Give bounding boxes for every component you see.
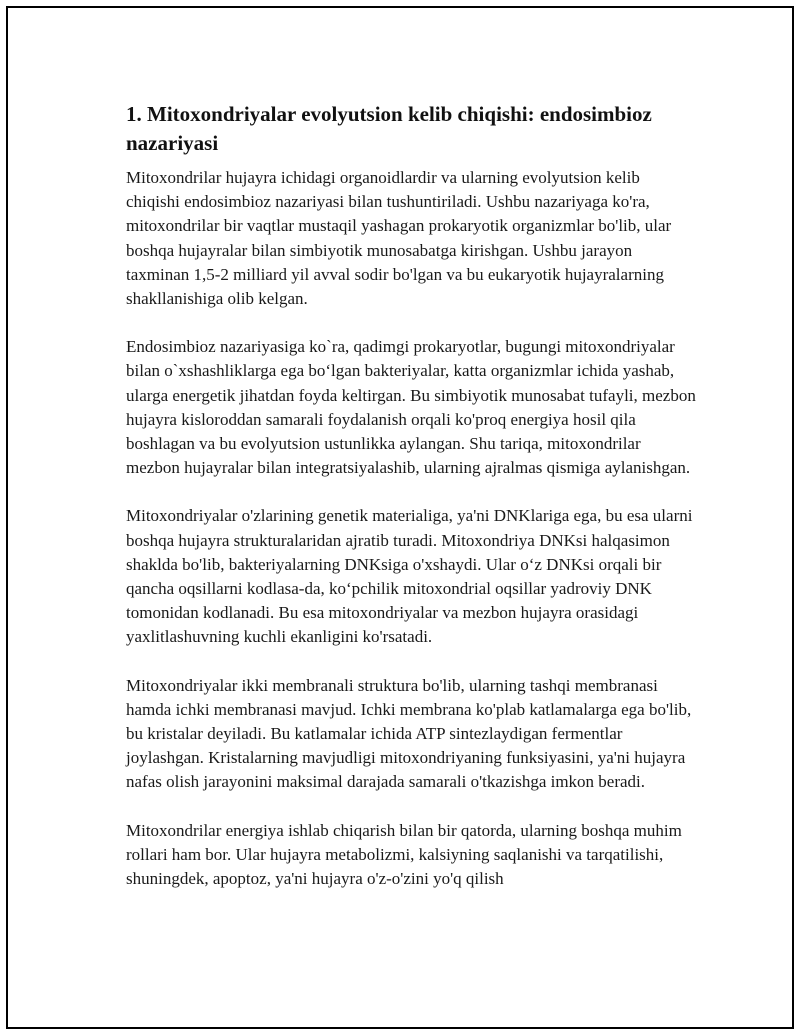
document-body [126, 100, 696, 915]
paragraph-4: Mitoxondriyalar ikki membranali struktura bo'lib, ularning tashqi membranasi hamda ichki membranasi mavjud. Ichki membrana ko'plab katlamalarga ega bo'lib, bu kristalar deyiladi. Bu katlamalar ichida ATP sintezlaydigan fermentlar joylashgan. Kristalarning mavjudligi mitoxondriyaning funksiyasini, ya'ni hujayra nafas olish jarayonini maksimal darajada samarali o'tkazishga imkon beradi. [126, 675, 692, 792]
paragraph-5: Mitoxondrilar energiya ishlab chiqarish bilan bir qatorda, ularning boshqa muhim rollari ham bor. Ular hujayra metabolizmi, kalsiyning saqlanishi va tarqatilishi, shuningdek, apoptoz, ya'ni hujayra o'z-o'zini yo'q qilish [126, 820, 682, 889]
page-frame [6, 6, 794, 1029]
paragraph-3: Mitoxondriyalar o'zlarining genetik materialiga, ya'ni DNKlariga ega, bu esa ularni boshqa hujayra strukturalaridan ajratib turadi. Mitoxondriya DNKsi halqasimon shaklda bo'lib, bakteriyalarning DNKsiga o'xshaydi. Ular o‘z DNKsi orqali bir qancha oqsillarni kodlasa-da, ko‘pchilik mitoxondrial oqsillar yadroviy DNK tomonidan kodlanadi. Bu esa mitoxondriyalar va mezbon hujayra orasidagi yaxlitlashuvning kuchli ekanligini ko'rsatadi. [126, 506, 693, 647]
paragraph-2: Endosimbioz nazariyasiga ko`ra, qadimgi prokaryotlar, bugungi mitoxondriyalar bilan o`xshashliklarga ega bo‘lgan bakteriyalar, katta organizmlar ichida yashab, ularga energetik jihatdan foyda keltirgan. Bu simbiyotik munosabat tufayli, mezbon hujayra kisloroddan samarali foydalanish orqali ko'proq energiya hosil qila boshlagan va bu evolyutsion ustunlikka aylangan. Shu tariqa, mitoxondrilar mezbon hujayralar bilan integratsiyalashib, ularning ajralmas qismiga aylanishgan. [126, 337, 696, 478]
paragraph-1: Mitoxondrilar hujayra ichidagi organoidlardir va ularning evolyutsion kelib chiqishi endosimbioz nazariyasi bilan tushuntiriladi. Ushbu nazariyaga ko'ra, mitoxondrilar bir vaqtlar mustaqil yashagan prokaryotik organizmlar bo'lib, ular boshqa hujayralar bilan simbiyotik munosabatga kirishgan. Ushbu jarayon taxminan 1,5-2 milliard yil avval sodir bo'lgan va bu eukaryotik hujayralarning shakllanishiga olib kelgan. [126, 168, 672, 309]
section-heading: 1. Mitoxondriyalar evolyutsion kelib chiqishi: endosimbioz nazariyasi [126, 102, 652, 155]
